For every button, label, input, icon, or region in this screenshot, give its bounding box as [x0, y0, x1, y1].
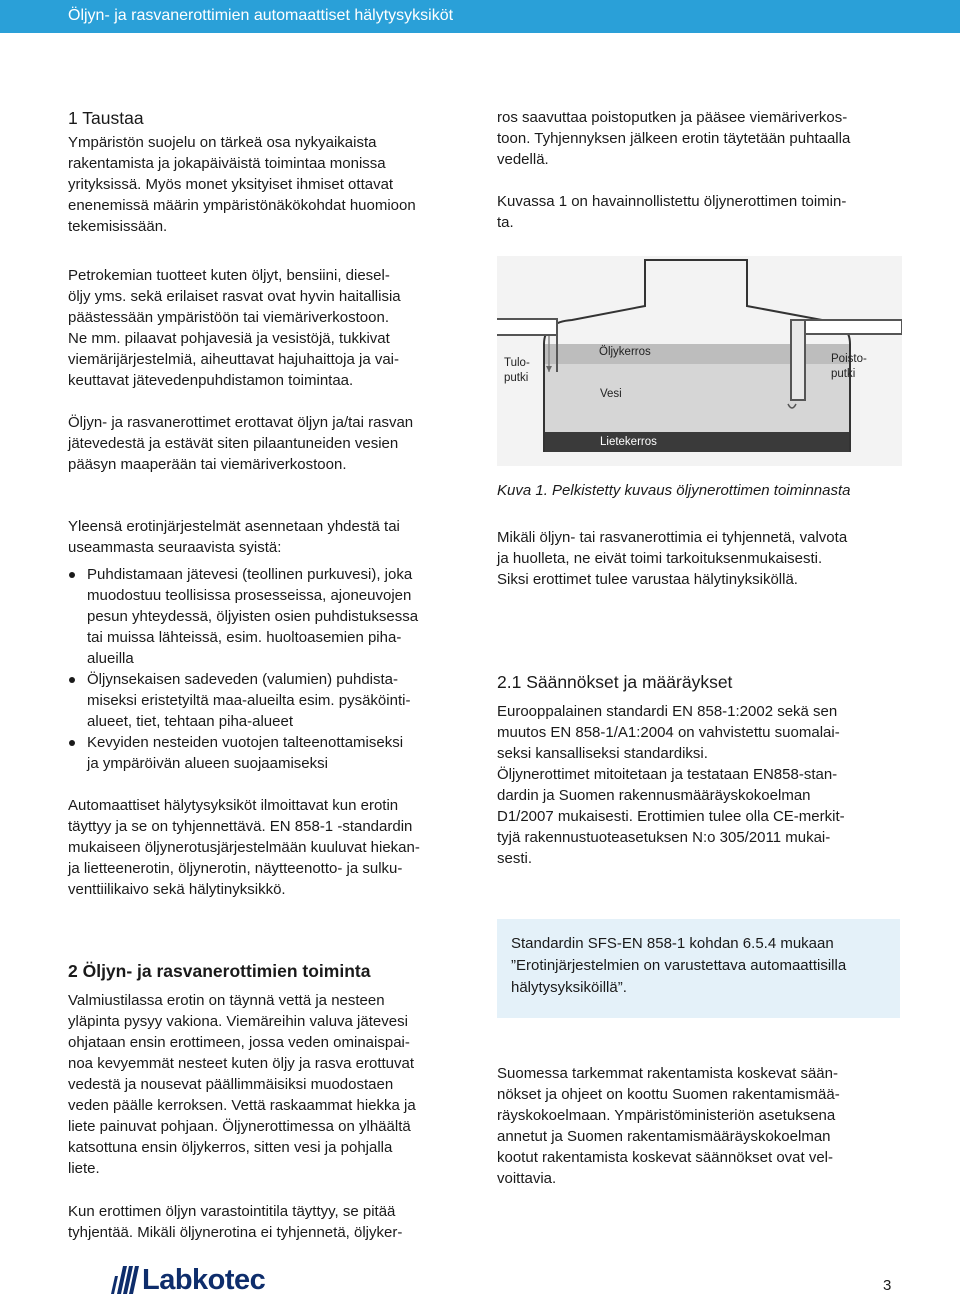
line: päästessään ympäristöön tai viemäriverkostoon. — [68, 309, 389, 326]
paragraph-alarms — [68, 795, 468, 900]
line: D1/2007 mukaisesti. Erottimien tulee olla CE-merkit- — [497, 808, 845, 825]
line: ”Erotinjärjestelmien on varustettava automaattisilla — [511, 957, 847, 974]
inlet-pipe-fill — [497, 320, 556, 334]
reasons-list — [68, 564, 468, 774]
line: täyttyy ja se on tyhjennettävä. EN 858-1 -standardin — [68, 818, 413, 835]
standard-note-box — [497, 919, 900, 1018]
paragraph-emptying — [68, 1201, 468, 1243]
line: Eurooppalainen standardi EN 858-1:2002 sekä sen — [497, 703, 838, 720]
line: tyjä rakennustuoteasetuksen N:o 305/2011 mukai- — [497, 829, 831, 846]
line: tekemisissään. — [68, 218, 168, 235]
outlet-pipe — [791, 320, 902, 334]
line: Siksi erottimet tulee varustaa hälytinyksiköllä. — [497, 571, 798, 588]
outlet-label: Poisto- putki — [831, 353, 867, 380]
section-1-heading: 1 Taustaa — [68, 108, 144, 128]
line: jätevedestä ja estävät siten pilaantuneiden vesien — [68, 435, 399, 452]
paragraph-building-code — [497, 1063, 907, 1189]
line: rakentamista ja jokapäiväistä toimintaa monissa — [68, 155, 386, 172]
line: Mikäli öljyn- tai rasvanerottimia ei tyhjennetä, valvota — [497, 529, 848, 546]
line: veden päälle kerroksen. Vettä raskaammat hiekka ja — [68, 1097, 416, 1114]
line: useammasta seuraavista syistä: — [68, 539, 282, 556]
oil-layer-label: Öljykerros — [599, 346, 651, 358]
line: liete painuvat pohjaan. Öljynerottimessa on ylhäältä — [68, 1118, 411, 1135]
paragraph-background-3 — [68, 412, 468, 475]
line: mukaiseen öljynerotusjärjestelmään kuuluvat hiekan- — [68, 839, 420, 856]
paragraph-reasons — [68, 516, 468, 774]
line: Petrokemian tuotteet kuten öljyt, bensiini, diesel- — [68, 267, 390, 284]
line: Öljyn- ja rasvanerottimet erottavat öljyn ja/tai rasvan — [68, 414, 414, 431]
line: seksi kansalliseksi standardiksi. — [497, 745, 708, 762]
line: yrityksissä. Myös monet yksityiset ihmiset ottavat — [68, 176, 394, 193]
brand-name: Labkotec — [142, 1264, 266, 1296]
line: räyskokoelmaan. Ympäristöministeriön asetuksena — [497, 1107, 836, 1124]
line: dardin ja Suomen rakennusmääräyskokoelman — [497, 787, 811, 804]
line: Ne mm. pilaavat pohjavesiä ja vesistöjä, tukkivat — [68, 330, 390, 347]
section-1 — [68, 107, 468, 237]
line: vedellä. — [497, 151, 549, 168]
list-item: Puhdistamaan jätevesi (teollinen purkuvesi), joka muodostuu teollisissa prosesseissa, ajoneuvojen pesun yhteydessä, öljyisten osien puhdistuksessa tai muissa lähteissä, esim. huoltoasemien piha- alueilla — [68, 564, 468, 669]
line: ros saavuttaa poistoputken ja pääsee viemäriverkos- — [497, 109, 848, 126]
line: voittavia. — [497, 1170, 557, 1187]
line: muutos EN 858-1/A1:2004 on vahvistettu suomalai- — [497, 724, 840, 741]
line: annetut ja Suomen rakentamismääräyskokoelman — [497, 1128, 831, 1145]
line: viemärijärjestelmiä, aiheuttavat hajuhaittoja ja vai- — [68, 351, 399, 368]
line: liete. — [68, 1160, 100, 1177]
line: ja lietteenerotin, öljynerotin, näytteenotto- ja sulku- — [68, 860, 403, 877]
outlet-riser — [791, 320, 805, 400]
water-label: Vesi — [600, 388, 622, 400]
line: Valmiustilassa erotin on täynnä vettä ja nesteen — [68, 992, 385, 1009]
figure-caption: Kuva 1. Pelkistetty kuvaus öljynerottimen toiminnasta — [497, 482, 851, 499]
line: hälytysyksiköillä”. — [511, 979, 627, 996]
paragraph-background-1 — [68, 132, 468, 237]
line: ta. — [497, 214, 514, 231]
paragraph-operation — [68, 990, 468, 1179]
list-item: Öljynsekaisen sadeveden (valumien) puhdista- miseksi eristetyiltä maa-alueilta esim. pysäköinti- alueet, tiet, tehtaan piha-alueet — [68, 669, 468, 732]
line: tyhjentää. Mikäli öljynerotina ei tyhjennetä, öljyker- — [68, 1224, 403, 1241]
section-2 — [68, 960, 468, 1179]
line: Suomessa tarkemmat rakentamista koskevat sään- — [497, 1065, 838, 1082]
line: vedestä ja nousevat päällimmäisiksi muodostaen — [68, 1076, 394, 1093]
line: Öljynerottimet mitoitetaan ja testataan EN858-stan- — [497, 766, 838, 783]
line: Automaattiset hälytysyksiköt ilmoittavat kun erotin — [68, 797, 399, 814]
paragraph-continued — [497, 107, 907, 170]
line: nökset ja ohjeet on koottu Suomen rakentamismää- — [497, 1086, 840, 1103]
line: katsottuna ensin öljykerros, sitten vesi ja pohjalla — [68, 1139, 393, 1156]
sludge-layer-band — [544, 432, 850, 452]
line: Kun erottimen öljyn varastointitila täyttyy, se pitää — [68, 1203, 396, 1220]
line: Standardin SFS-EN 858-1 kohdan 6.5.4 mukaan — [511, 935, 834, 952]
section-2-1-heading: 2.1 Säännökset ja määräykset — [497, 672, 733, 692]
line: ohjataan ensin erottimeen, jossa veden ominaispai- — [68, 1034, 410, 1051]
header-bar — [0, 0, 960, 33]
line: kootut rakentamista koskevat säännökset ovat vel- — [497, 1149, 834, 1166]
separator-diagram — [497, 256, 902, 466]
list-item: Kevyiden nesteiden vuotojen talteenottamiseksi ja ympäröivän alueen suojaamiseksi — [68, 732, 468, 774]
line: Kuvassa 1 on havainnollistettu öljynerottimen toimin- — [497, 193, 847, 210]
line: Yleensä erotinjärjestelmät asennetaan yhdestä tai — [68, 518, 400, 535]
inlet-label: Tulo- putki — [504, 357, 530, 384]
line: noa kevyemmät nesteet kuten öljy ja rasva erottuvat — [68, 1055, 415, 1072]
section-2-1 — [497, 671, 907, 869]
line: venttiilikaivo sekä hälytinyksikkö. — [68, 881, 286, 898]
line: yläpinta pysyy vakiona. Viemäreihin valuva jätevesi — [68, 1013, 408, 1030]
line: keuttavat jätevedenpuhdistamon toimintaa. — [68, 372, 354, 389]
header-title: Öljyn- ja rasvanerottimien automaattiset hälytysyksiköt — [68, 7, 454, 24]
section-2-heading: 2 Öljyn- ja rasvanerottimien toiminta — [68, 961, 371, 981]
paragraph-regulations — [497, 701, 907, 869]
paragraph-background-2 — [68, 265, 468, 391]
line: sesti. — [497, 850, 533, 867]
line: toon. Tyhjennyksen jälkeen erotin täytetään puhtaalla — [497, 130, 851, 147]
line: enenemissä määrin ympäristönäkökohdat huomioon — [68, 197, 416, 214]
page-number: 3 — [883, 1277, 892, 1294]
line: Ympäristön suojelu on tärkeä osa nykyaikaista — [68, 134, 377, 151]
line: ja huolleta, ne eivät toimi tarkoituksenmukaisesti. — [497, 550, 823, 567]
labkotec-logo-icon — [111, 1266, 141, 1294]
paragraph-figure-ref — [497, 191, 907, 233]
sludge-label: Lietekerros — [600, 436, 657, 448]
line: öljy yms. sekä erilaiset rasvat ovat hyvin haitallisia — [68, 288, 401, 305]
line: pääsyn maaperään tai viemäriverkostoon. — [68, 456, 347, 473]
paragraph-maintenance — [497, 527, 907, 590]
